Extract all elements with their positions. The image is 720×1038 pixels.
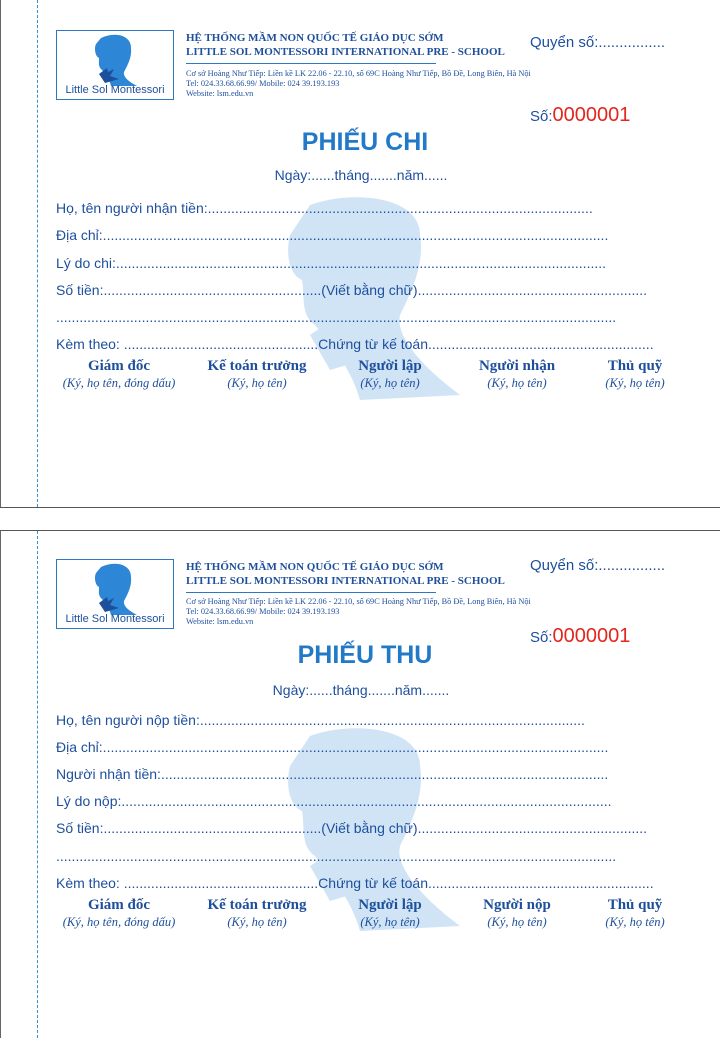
field-amount-continued[interactable]: ................................................................................................................................................: [56, 848, 617, 864]
signature-chief-accountant: [196, 358, 318, 391]
serial-number: [530, 104, 630, 127]
website-line: Website: lsm.edu.vn: [186, 89, 254, 98]
logo-text: Little Sol Montessori: [65, 613, 165, 625]
signature-chief-accountant: [196, 897, 318, 930]
logo-head-icon: [93, 563, 139, 615]
signature-payer: [462, 897, 572, 930]
signature-cashier: [590, 897, 680, 930]
signature-director: [55, 358, 183, 391]
signature-title: Thủ quỹ: [607, 358, 663, 374]
signature-note: (Ký, họ tên): [487, 915, 547, 929]
signature-title: Giám đốc: [87, 897, 151, 913]
address-line: Cơ sở Hoàng Như Tiếp: Liền kề LK 22.06 - 22.10, số 69C Hoàng Như Tiếp, Bồ Đề, Long Biên, Hà Nội: [186, 69, 531, 78]
perforation-line: [37, 531, 38, 1038]
org-name-en: LITTLE SOL MONTESSORI INTERNATIONAL PRE - SCHOOL: [186, 46, 505, 58]
website-line: Website: lsm.edu.vn: [186, 617, 254, 626]
signature-director: [55, 897, 183, 930]
org-name-en: LITTLE SOL MONTESSORI INTERNATIONAL PRE - SCHOOL: [186, 575, 505, 587]
field-recipient-name[interactable]: Họ, tên người nhận tiền:...................................................................................................: [56, 200, 593, 216]
field-amount[interactable]: Số tiền:........................................................(Viết bằng chữ)...........................................................: [56, 820, 648, 836]
serial-label: Số:: [530, 629, 553, 646]
receipt-voucher: [0, 530, 720, 1038]
serial-label: Số:: [530, 108, 553, 125]
org-name-vi: HỆ THỐNG MẦM NON QUỐC TẾ GIÁO DỤC SỚM: [186, 561, 444, 573]
signature-note: (Ký, họ tên, đóng dấu): [62, 376, 176, 390]
page-title: PHIẾU CHI: [301, 128, 429, 156]
signature-title: Giám đốc: [87, 358, 151, 374]
signature-title: Kế toán trưởng: [207, 897, 307, 913]
signature-note: (Ký, họ tên): [487, 376, 547, 390]
field-address[interactable]: Địa chỉ:..................................................................................................................................: [56, 227, 609, 243]
serial-value: 0000001: [552, 104, 631, 126]
signature-note: (Ký, họ tên): [360, 376, 420, 390]
sheet-edge: [0, 0, 1, 507]
date-line: Ngày:......tháng.......năm......: [274, 167, 448, 183]
logo-text: Little Sol Montessori: [65, 84, 165, 96]
phone-line: Tel: 024.33.68.66.99/ Mobile: 024 39.193.193: [186, 607, 340, 616]
sheet-gap: [0, 508, 720, 530]
payment-voucher: [0, 0, 720, 508]
sheet-edge: [0, 531, 1, 1038]
address-line: Cơ sở Hoàng Như Tiếp: Liền kề LK 22.06 - 22.10, số 69C Hoàng Như Tiếp, Bồ Đề, Long Biên, Hà Nội: [186, 597, 531, 606]
book-number: Quyển số:................: [530, 34, 666, 51]
signature-note: (Ký, họ tên): [360, 915, 420, 929]
org-name-vi: HỆ THỐNG MẦM NON QUỐC TẾ GIÁO DỤC SỚM: [186, 32, 444, 44]
field-reason[interactable]: Lý do nộp:..............................................................................................................................: [56, 793, 612, 809]
field-address[interactable]: Địa chỉ:..................................................................................................................................: [56, 739, 609, 755]
signature-title: Người lập: [358, 358, 422, 374]
signature-title: Người nhận: [478, 358, 556, 374]
field-amount-continued[interactable]: ................................................................................................................................................: [56, 309, 617, 325]
signature-preparer: [340, 358, 440, 391]
signature-title: Thủ quỹ: [607, 897, 663, 913]
school-logo: [56, 559, 174, 629]
logo-head-icon: [93, 34, 139, 86]
field-payer-name[interactable]: Họ, tên người nộp tiền:...................................................................................................: [56, 712, 585, 728]
serial-value: 0000001: [552, 625, 631, 647]
header-divider: [186, 63, 436, 64]
book-number: Quyển số:................: [530, 557, 666, 574]
signature-title: Người nộp: [483, 897, 551, 913]
school-logo: [56, 30, 174, 100]
signature-note: (Ký, họ tên, đóng dấu): [62, 915, 176, 929]
phone-line: Tel: 024.33.68.66.99/ Mobile: 024 39.193.193: [186, 79, 340, 88]
perforation-line: [37, 0, 38, 507]
field-receiver-name[interactable]: Người nhận tiền:...................................................................................................................: [56, 766, 609, 782]
field-amount[interactable]: Số tiền:........................................................(Viết bằng chữ)...........................................................: [56, 282, 648, 298]
signature-recipient: [462, 358, 572, 391]
signature-cashier: [590, 358, 680, 391]
signature-note: (Ký, họ tên): [605, 376, 665, 390]
header-divider: [186, 592, 436, 593]
field-reason[interactable]: Lý do chi:..............................................................................................................................: [56, 255, 607, 271]
signature-title: Người lập: [358, 897, 422, 913]
page-title: PHIẾU THU: [297, 641, 433, 669]
field-attachments[interactable]: Kèm theo: ..................................................Chứng từ kế toán..........................................................: [56, 875, 654, 891]
signature-note: (Ký, họ tên): [605, 915, 665, 929]
signature-note: (Ký, họ tên): [227, 376, 287, 390]
date-line: Ngày:......tháng.......năm.......: [272, 682, 450, 698]
signature-preparer: [340, 897, 440, 930]
signature-note: (Ký, họ tên): [227, 915, 287, 929]
field-attachments[interactable]: Kèm theo: ..................................................Chứng từ kế toán..........................................................: [56, 336, 654, 352]
signature-title: Kế toán trưởng: [207, 358, 307, 374]
